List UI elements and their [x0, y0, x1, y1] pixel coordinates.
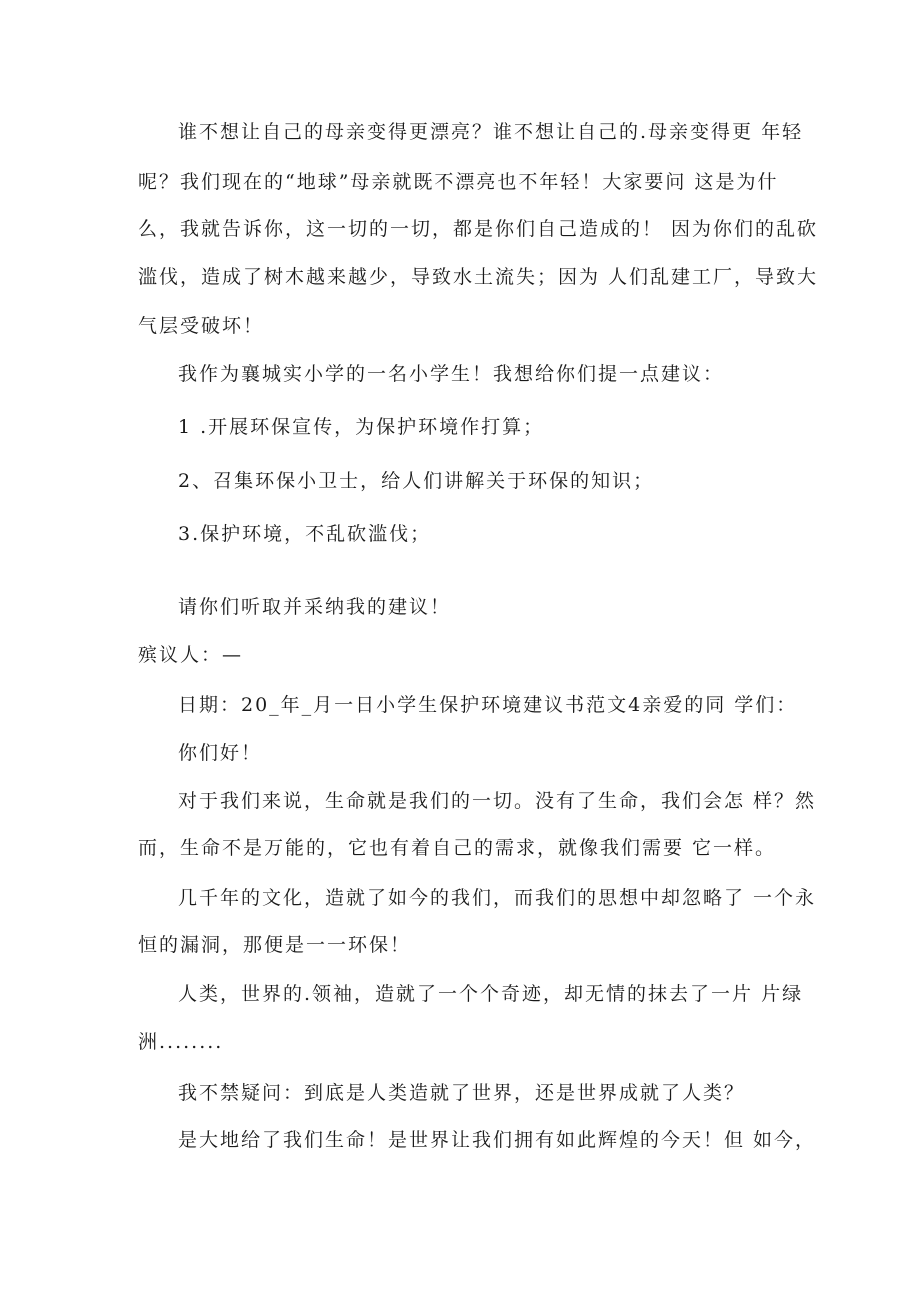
- date-line: 日期：20_年_月一日小学生保护环境建议书范文4亲爱的同 学们：: [178, 694, 798, 716]
- paragraph-line: 几千年的文化，造就了如今的我们，而我们的思想中却忽略了 一个永: [178, 887, 817, 909]
- list-item: 3.保护环境，不乱砍滥伐；: [178, 523, 432, 545]
- paragraph-line: 我作为襄城实小学的一名小学生！我想给你们提一点建议：: [178, 363, 725, 385]
- paragraph-line: 我不禁疑问：到底是人类造就了世界，还是世界成就了人类？: [178, 1082, 746, 1104]
- paragraph-line: 气层受破坏！: [138, 315, 265, 337]
- paragraph-line: 洲........: [138, 1031, 224, 1053]
- list-item: 1 .开展环保宣传，为保护环境作打算；: [178, 416, 545, 438]
- signature-line: 殡议人：—: [138, 644, 244, 666]
- paragraph-line: 滥伐，造成了树木越来越少，导致水土流失；因为 人们乱建工厂，导致大: [138, 266, 819, 288]
- paragraph-line: 而，生命不是万能的，它也有着自己的需求，就像我们需要 它一样。: [138, 837, 777, 859]
- paragraph-line: 么，我就告诉你，这一切的一切，都是你们自己造成的！ 因为你们的乱砍: [138, 218, 819, 240]
- greeting-line: 你们好！: [178, 742, 263, 764]
- paragraph-line: 是大地给了我们生命！是世界让我们拥有如此辉煌的今天！但 如今，: [178, 1129, 817, 1151]
- paragraph-line: 呢？我们现在的“地球”母亲就既不漂亮也不年轻！大家要问 这是为什: [138, 171, 779, 193]
- paragraph-line: 请你们听取并采纳我的建议！: [178, 596, 452, 618]
- paragraph-line: 恒的漏洞，那便是一一环保！: [138, 934, 412, 956]
- paragraph-line: 谁不想让自己的母亲变得更漂亮？谁不想让自己的.母亲变得更 年轻: [178, 121, 804, 143]
- paragraph-line: 对于我们来说，生命就是我们的一切。没有了生命，我们会怎 样？然: [178, 790, 817, 812]
- list-item: 2、召集环保小卫士，给人们讲解关于环保的知识；: [178, 470, 655, 492]
- paragraph-line: 人类，世界的.领袖，造就了一个个奇迹，却无情的抹去了一片 片绿: [178, 983, 804, 1005]
